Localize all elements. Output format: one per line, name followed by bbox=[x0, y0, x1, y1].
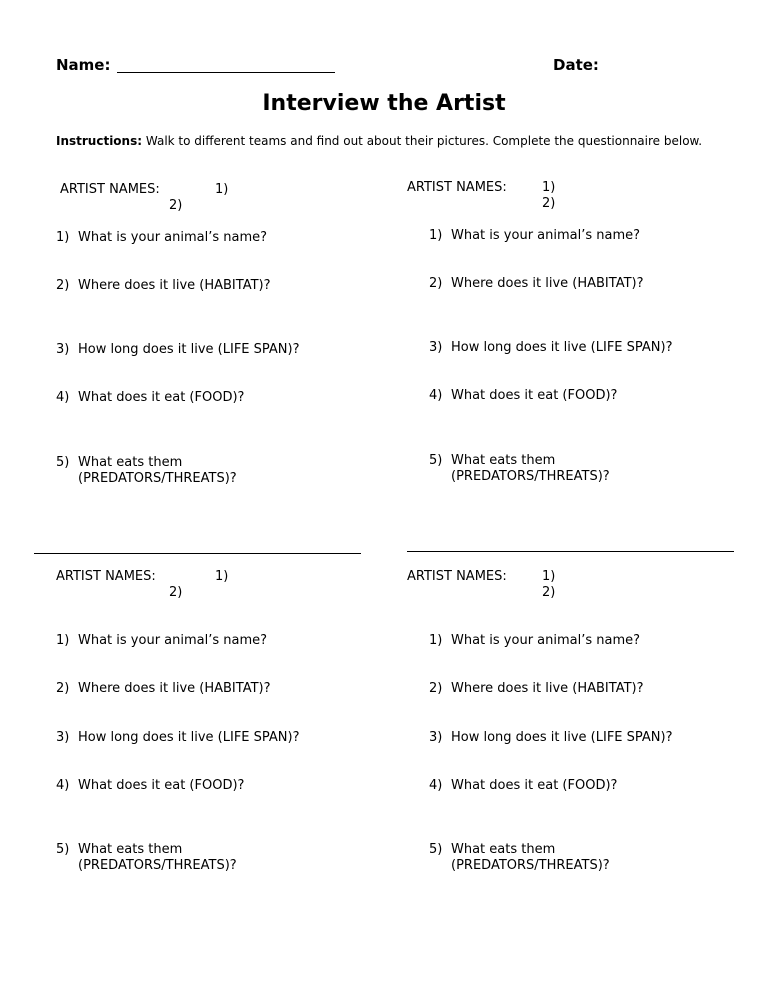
question-5 bbox=[429, 842, 610, 874]
question-1 bbox=[429, 228, 640, 244]
question-number: 3) bbox=[429, 340, 443, 355]
question-text: What is your animal’s name? bbox=[78, 633, 268, 648]
question-4 bbox=[56, 390, 244, 406]
question-4 bbox=[56, 778, 244, 794]
artist-slot-1: 1) bbox=[542, 180, 556, 195]
question-text bbox=[451, 453, 610, 485]
question-number: 4) bbox=[429, 778, 443, 793]
artist-names-label: ARTIST NAMES: bbox=[56, 569, 156, 584]
question-line-1: What eats them bbox=[451, 842, 556, 857]
artist-slot-1: 1) bbox=[215, 569, 229, 584]
question-number: 3) bbox=[56, 730, 70, 745]
question-number: 5) bbox=[429, 453, 443, 468]
question-text: Where does it live (HABITAT)? bbox=[78, 278, 271, 293]
question-3 bbox=[56, 342, 300, 358]
question-text bbox=[78, 455, 237, 487]
question-text: What is your animal’s name? bbox=[451, 228, 641, 243]
question-3 bbox=[429, 730, 673, 746]
question-text: Where does it live (HABITAT)? bbox=[78, 681, 271, 696]
artist-names-label: ARTIST NAMES: bbox=[60, 182, 160, 197]
artist-slot-2: 2) bbox=[169, 198, 183, 213]
question-5 bbox=[56, 455, 237, 487]
question-5 bbox=[429, 453, 610, 485]
section-divider-right bbox=[407, 551, 734, 552]
artist-slot-2: 2) bbox=[542, 585, 556, 600]
question-line-1: What eats them bbox=[78, 842, 183, 857]
question-number: 2) bbox=[429, 276, 443, 291]
question-number: 1) bbox=[56, 230, 70, 245]
instructions-label: Instructions: bbox=[56, 134, 143, 148]
question-4 bbox=[429, 778, 617, 794]
question-text bbox=[78, 842, 237, 874]
question-2 bbox=[56, 681, 271, 697]
artist-slot-1: 1) bbox=[542, 569, 556, 584]
question-number: 4) bbox=[56, 778, 70, 793]
question-text: How long does it live (LIFE SPAN)? bbox=[451, 340, 673, 355]
page-title: Interview the Artist bbox=[262, 91, 506, 116]
question-text: What does it eat (FOOD)? bbox=[451, 388, 618, 403]
name-label: Name: bbox=[56, 56, 111, 74]
question-text: Where does it live (HABITAT)? bbox=[451, 276, 644, 291]
question-text: Where does it live (HABITAT)? bbox=[451, 681, 644, 696]
question-number: 2) bbox=[56, 681, 70, 696]
question-number: 4) bbox=[56, 390, 70, 405]
question-line-1: What eats them bbox=[451, 453, 556, 468]
question-1 bbox=[56, 230, 267, 246]
question-number: 1) bbox=[429, 633, 443, 648]
question-text: What does it eat (FOOD)? bbox=[78, 390, 245, 405]
question-line-2: (PREDATORS/THREATS)? bbox=[78, 858, 237, 873]
question-text: What is your animal’s name? bbox=[78, 230, 268, 245]
name-blank-line[interactable] bbox=[117, 72, 335, 73]
question-line-2: (PREDATORS/THREATS)? bbox=[78, 471, 237, 486]
question-1 bbox=[429, 633, 640, 649]
instructions bbox=[56, 134, 716, 149]
artist-names-label: ARTIST NAMES: bbox=[407, 569, 507, 584]
question-number: 2) bbox=[56, 278, 70, 293]
question-number: 2) bbox=[429, 681, 443, 696]
question-number: 5) bbox=[56, 455, 70, 470]
question-line-2: (PREDATORS/THREATS)? bbox=[451, 858, 610, 873]
question-text: How long does it live (LIFE SPAN)? bbox=[451, 730, 673, 745]
question-number: 4) bbox=[429, 388, 443, 403]
question-number: 5) bbox=[56, 842, 70, 857]
question-2 bbox=[429, 681, 644, 697]
artist-slot-2: 2) bbox=[169, 585, 183, 600]
instructions-text: Walk to different teams and find out about their pictures. Complete the questionnaire below. bbox=[142, 134, 703, 148]
date-label: Date: bbox=[553, 56, 599, 74]
section-divider-left bbox=[34, 553, 361, 554]
question-text: What is your animal’s name? bbox=[451, 633, 641, 648]
question-2 bbox=[56, 278, 271, 294]
question-number: 5) bbox=[429, 842, 443, 857]
question-number: 3) bbox=[56, 342, 70, 357]
question-text: How long does it live (LIFE SPAN)? bbox=[78, 730, 300, 745]
question-4 bbox=[429, 388, 617, 404]
question-text: What does it eat (FOOD)? bbox=[78, 778, 245, 793]
question-3 bbox=[429, 340, 673, 356]
question-1 bbox=[56, 633, 267, 649]
question-3 bbox=[56, 730, 300, 746]
artist-slot-1: 1) bbox=[215, 182, 229, 197]
question-5 bbox=[56, 842, 237, 874]
question-number: 3) bbox=[429, 730, 443, 745]
artist-slot-2: 2) bbox=[542, 196, 556, 211]
question-text: How long does it live (LIFE SPAN)? bbox=[78, 342, 300, 357]
question-number: 1) bbox=[56, 633, 70, 648]
question-text bbox=[451, 842, 610, 874]
artist-names-label: ARTIST NAMES: bbox=[407, 180, 507, 195]
question-text: What does it eat (FOOD)? bbox=[451, 778, 618, 793]
question-2 bbox=[429, 276, 644, 292]
question-number: 1) bbox=[429, 228, 443, 243]
question-line-2: (PREDATORS/THREATS)? bbox=[451, 469, 610, 484]
question-line-1: What eats them bbox=[78, 455, 183, 470]
